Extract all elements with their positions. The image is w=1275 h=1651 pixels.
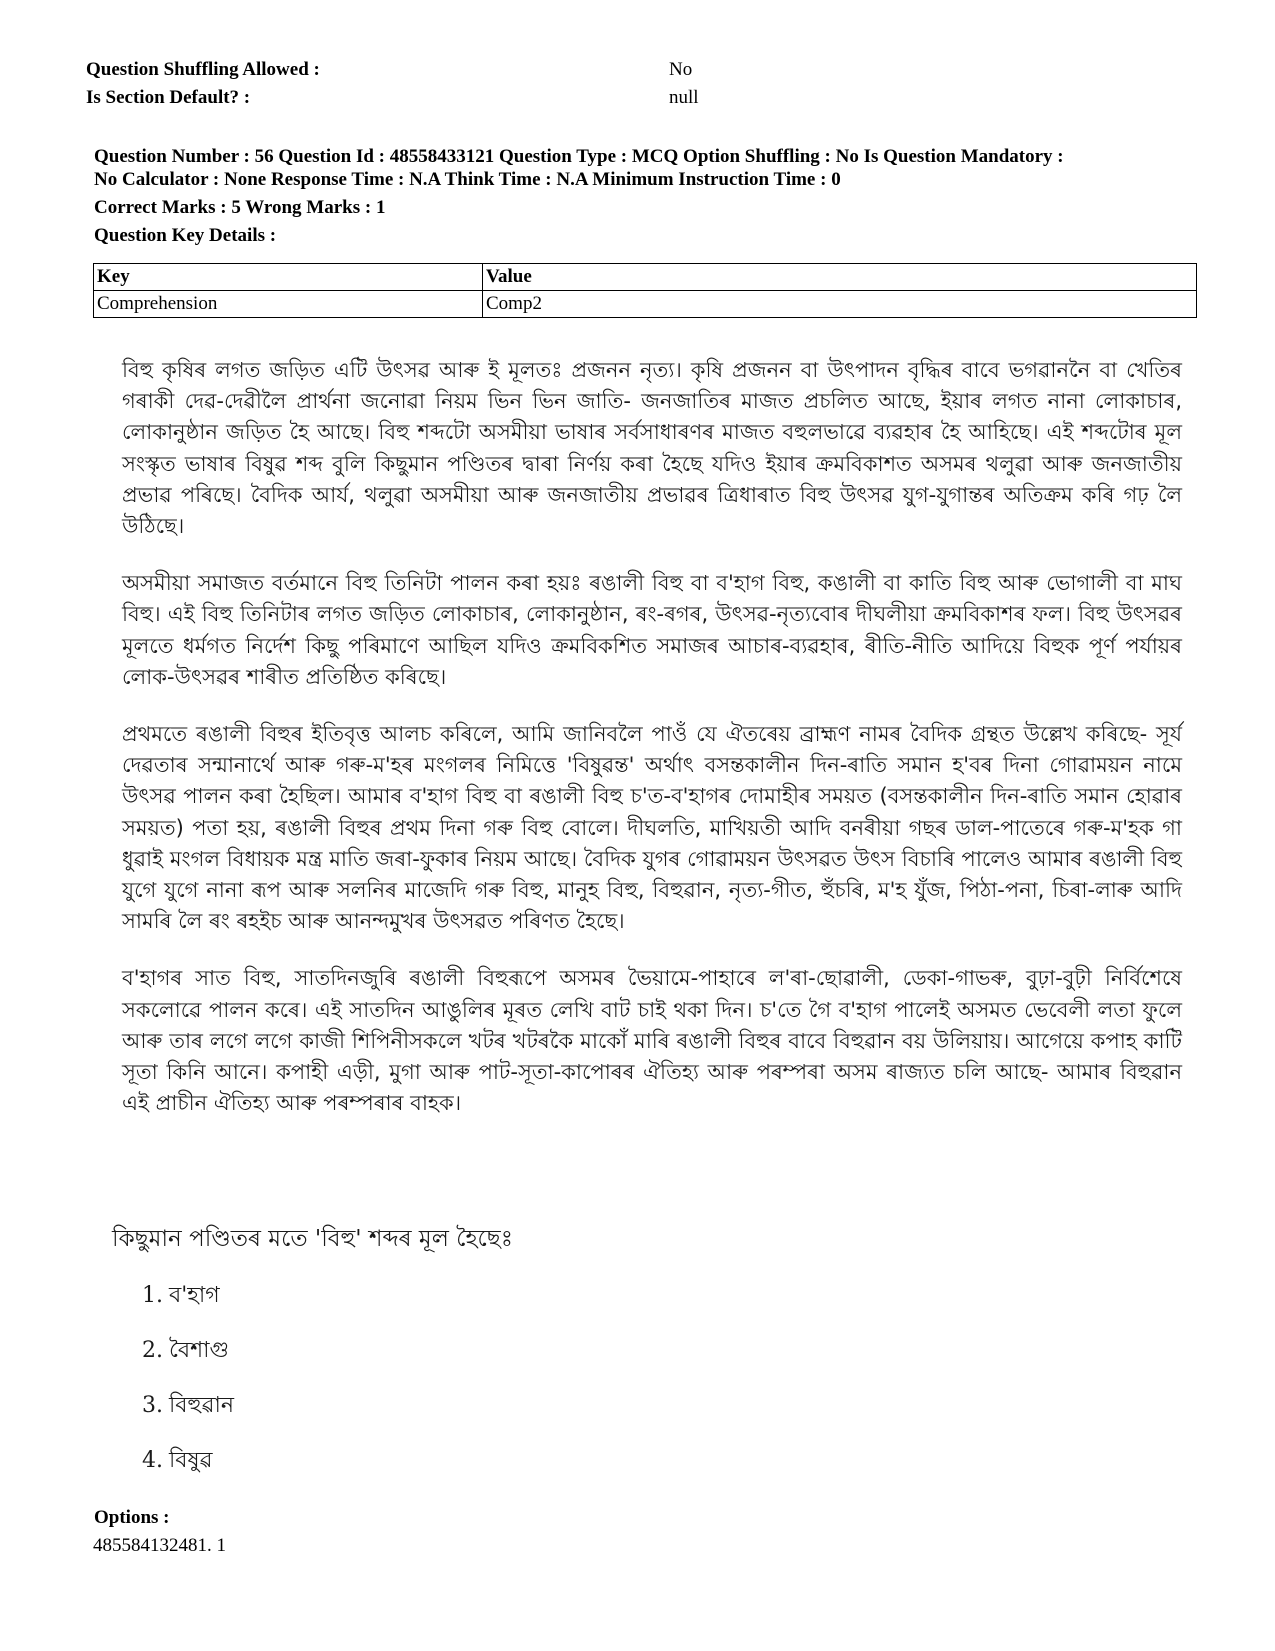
passage-paragraph: বিহু কৃষিৰ লগত জড়িত এটি উৎসৱ আৰু ই মূলতঃ প্ৰজনন নৃত্য। কৃষি প্ৰজনন বা উৎপাদন বৃদ্ধিৰ বাবে ভগৱাননৈ বা খেতিৰ গৰাকী দেৱ-দেৱীলৈ প্ৰাৰ্থনা জনোৱা নিয়ম ভিন ভিন জাতি- জনজাতিৰ মাজত প্ৰচলিত আছে, ইয়াৰ লগত নানা লোকাচাৰ, লোকানুষ্ঠান জড়িত হৈ আছে। বিহু শব্দটো অসমীয়া ভাষাৰ সৰ্বসাধাৰণৰ মাজত বহুলভাৱে ব্যৱহাৰ হৈ আহিছে। এই শব্দটোৰ মূল সংস্কৃত ভাষাৰ বিষুৱ শব্দ বুলি কিছুমান পণ্ডিতৰ দ্বাৰা নিৰ্ণয় কৰা হৈছে যদিও ইয়াৰ ক্ৰমবিকাশত অসমৰ থলুৱা আৰু জনজাতীয় প্ৰভাৱ পৰিছে। বৈদিক আৰ্য, থলুৱা অসমীয়া আৰু জনজাতীয় প্ৰভাৱৰ ত্ৰিধাৰাত বিহু উৎসৱ যুগ-যুগান্তৰ অতিক্ৰম কৰি গঢ় লৈ উঠিছে। — [122, 358, 1182, 539]
option-text: বিহুৱান — [169, 1393, 234, 1418]
option-3[interactable] — [142, 1388, 234, 1425]
key-details-label: Question Key Details : — [94, 225, 277, 246]
option-number: 2. — [142, 1338, 163, 1363]
table-header-row — [94, 264, 1197, 291]
option-text: বৈশাগু — [169, 1338, 230, 1363]
table-header-key: Key — [94, 264, 483, 291]
question-text: কিছুমান পণ্ডিতৰ মতে 'বিহু' শব্দৰ মূল হৈছেঃ — [112, 1226, 513, 1252]
key-details-table — [93, 263, 1197, 318]
option-2[interactable] — [142, 1333, 229, 1370]
table-cell-key: Comprehension — [94, 291, 483, 318]
marks-info: Correct Marks : 5 Wrong Marks : 1 — [94, 197, 386, 218]
question-info-line2: No Calculator : None Response Time : N.A Think Time : N.A Minimum Instruction Time : 0 — [94, 169, 841, 190]
table-header-value: Value — [483, 264, 1197, 291]
question-info-line1: Question Number : 56 Question Id : 48558433121 Question Type : MCQ Option Shuffling : No Is Question Mandatory : — [94, 146, 1064, 167]
option-text: ব'হাগ — [169, 1283, 220, 1308]
passage-paragraph: অসমীয়া সমাজত বৰ্তমানে বিহু তিনিটা পালন কৰা হয়ঃ ৰঙালী বিহু বা ব'হাগ বিহু, কঙালী বা কাতি বিহু আৰু ভোগালী বা মাঘ বিহু। এই বিহু তিনিটাৰ লগত জড়িত লোকাচাৰ, লোকানুষ্ঠান, ৰং-ৰগৰ, উৎসৱ-নৃত্যবোৰ দীঘলীয়া ক্ৰমবিকাশৰ ফল। বিহু উৎসৱৰ মূলতে ধৰ্মগত নিৰ্দেশ কিছু পৰিমাণে আছিল যদিও ক্ৰমবিকশিত সমাজৰ আচাৰ-ব্যৱহাৰ, ৰীতি-নীতি আদিয়ে বিহুক পূৰ্ণ পৰ্যায়ৰ লোক-উৎসৱৰ শাৰীত প্ৰতিষ্ঠিত কৰিছে। — [122, 571, 1182, 689]
section-default-value: null — [669, 87, 699, 108]
option-id: 485584132481. 1 — [93, 1535, 226, 1556]
shuffling-value: No — [669, 59, 693, 80]
option-1[interactable] — [142, 1278, 220, 1315]
section-default-label: Is Section Default? : — [86, 87, 251, 108]
table-row — [94, 291, 1197, 318]
shuffling-label: Question Shuffling Allowed : — [86, 59, 320, 80]
option-4[interactable] — [142, 1443, 213, 1480]
option-number: 3. — [142, 1393, 163, 1418]
option-text: বিষুৱ — [169, 1448, 213, 1473]
option-number: 1. — [142, 1283, 163, 1308]
options-label: Options : — [94, 1507, 170, 1528]
table-cell-value: Comp2 — [483, 291, 1197, 318]
comprehension-passage — [122, 355, 1182, 1145]
passage-paragraph: ব'হাগৰ সাত বিহু, সাতদিনজুৰি ৰঙালী বিহুৰূপে অসমৰ ভৈয়ামে-পাহাৰে ল'ৰা-ছোৱালী, ডেকা-গাভৰু, বুঢ়া-বুঢ়ী নিৰ্বিশেষে সকলোৱে পালন কৰে। এই সাতদিন আঙুলিৰ মূৰত লেখি বাট চাই থকা দিন। চ'তে গৈ ব'হাগ পালেই অসমত ভেবেলী লতা ফুলে আৰু তাৰ লগে লগে কাজী শিপিনীসকলে খটৰ খটৰকৈ মাকোঁ মাৰি ৰঙালী বিহুৰ বাবে বিহুৱান বয় উলিয়ায়। আগেয়ে কপাহ কাটি সূতা কিনি আনে। কপাহী এড়ী, মুগা আৰু পাট-সূতা-কাপোৰৰ ঐতিহ্য আৰু পৰম্পৰা অসম ৰাজ্যত চলি আছে- আমাৰ বিহুৱান এই প্ৰাচীন ঐতিহ্য আৰু পৰম্পৰাৰ বাহক। — [122, 966, 1182, 1116]
option-number: 4. — [142, 1448, 163, 1473]
passage-paragraph: প্ৰথমতে ৰঙালী বিহুৰ ইতিবৃত্ত আলচ কৰিলে, আমি জানিবলৈ পাওঁ যে ঐতৰেয় ব্ৰাহ্মণ নামৰ বৈদিক গ্ৰন্থত উল্লেখ কৰিছে- সূৰ্য দেৱতাৰ সন্মানাৰ্থে আৰু গৰু-ম'হৰ মংগলৰ নিমিত্তে 'বিষুৱন্ত' অৰ্থাৎ বসন্তকালীন দিন-ৰাতি সমান হ'বৰ দিনা গোৱাময়ন নামে উৎসৱ পালন কৰা হৈছিল। আমাৰ ব'হাগ বিহু বা ৰঙালী বিহু চ'ত-ব'হাগৰ দোমাহীৰ সময়ত (বসন্তকালীন দিন-ৰাতি সমান হোৱাৰ সময়ত) পতা হয়, ৰঙালী বিহুৰ প্ৰথম দিনা গৰু বিহু বোলে। দীঘলতি, মাখিয়তী আদি বনৰীয়া গছৰ ডাল-পাতেৰে গৰু-ম'হক গা ধুৱাই মংগল বিধায়ক মন্ত্ৰ মাতি জৰা-ফুকাৰ নিয়ম আছে। বৈদিক যুগৰ গোৱাময়ন উৎসৱত উৎস বিচাৰি পালেও আমাৰ ৰঙালী বিহু যুগে যুগে নানা ৰূপ আৰু সলনিৰ মাজেদি গৰু বিহু, মানুহ বিহু, বিহুৱান, নৃত্য-গীত, হুঁচৰি, ম'হ যুঁজ, পিঠা-পনা, চিৰা-লাৰু আদি সামৰি লৈ ৰং ৰহইচ আৰু আনন্দমুখৰ উৎসৱত পৰিণত হৈছে। — [122, 722, 1182, 934]
